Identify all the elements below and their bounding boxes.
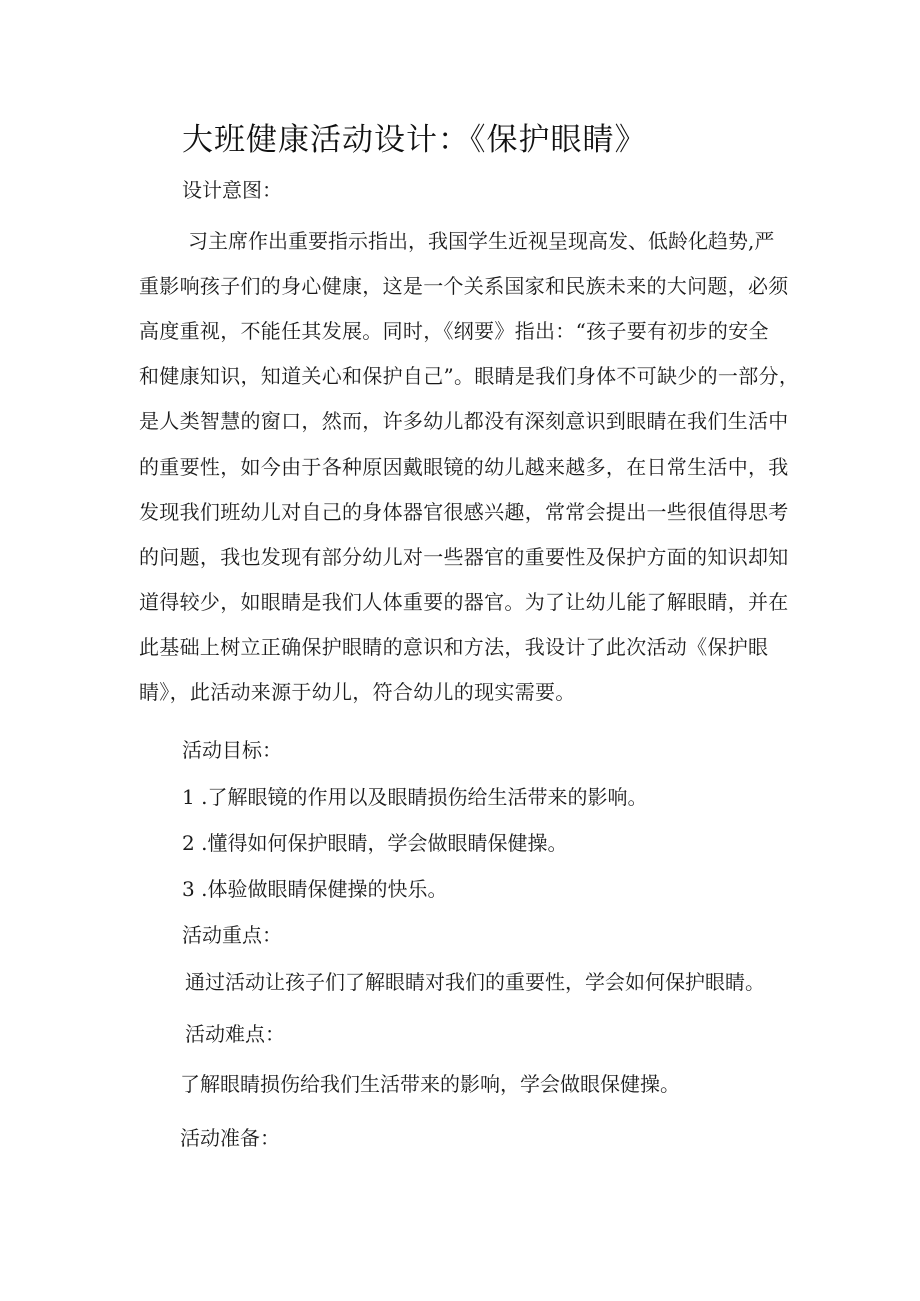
design-intent-line: 习主席作出重要指示指出，我国学生近视呈现高发、低龄化趋势,严	[188, 229, 775, 253]
design-intent-line: 发现我们班幼儿对自己的身体器官很感兴趣，常常会提出一些很值得思考	[139, 500, 789, 524]
design-intent-line: 高度重视，不能任其发展。同时，《纲要》指出：“孩子要有初步的安全	[139, 319, 769, 343]
design-intent-line: 和健康知识，知道关心和保护自己”。眼睛是我们身体不可缺少的一部分，	[139, 364, 800, 388]
preparation-heading: 活动准备：	[180, 1126, 280, 1150]
design-intent-line: 是人类智慧的窗口，然而，许多幼儿都没有深刻意识到眼睛在我们生活中	[139, 409, 789, 433]
document-title: 大班健康活动设计：《保护眼睛》	[182, 122, 647, 158]
difficulties-text: 了解眼睛损伤给我们生活带来的影响，学会做眼保健操。	[180, 1072, 680, 1096]
design-intent-line: 的重要性，如今由于各种原因戴眼镜的幼儿越来越多，在日常生活中，我	[139, 455, 789, 479]
key-points-text: 通过活动让孩子们了解眼睛对我们的重要性，学会如何保护眼睛。	[185, 970, 765, 994]
design-intent-line: 重影响孩子们的身心健康，这是一个关系国家和民族未来的大问题，必须	[139, 274, 789, 298]
design-intent-line: 此基础上树立正确保护眼睛的意识和方法，我设计了此次活动《保护眼	[139, 635, 769, 659]
design-intent-line: 睛》，此活动来源于幼儿，符合幼儿的现实需要。	[139, 680, 576, 704]
key-points-heading: 活动重点：	[182, 923, 282, 947]
difficulties-heading: 活动难点：	[185, 1022, 285, 1046]
design-intent-heading: 设计意图：	[182, 178, 282, 202]
design-intent-line: 的问题，我也发现有部分幼儿对一些器官的重要性及保护方面的知识却知	[139, 545, 789, 569]
goal-item: 3 .体验做眼睛保健操的快乐。	[182, 877, 448, 901]
design-intent-line: 道得较少，如眼睛是我们人体重要的器官。为了让幼儿能了解眼睛，并在	[139, 590, 789, 614]
goal-item: 1 .了解眼镜的作用以及眼睛损伤给生活带来的影响。	[182, 785, 648, 809]
goal-item: 2 .懂得如何保护眼睛，学会做眼睛保健操。	[182, 831, 568, 855]
goals-heading: 活动目标：	[182, 738, 282, 762]
